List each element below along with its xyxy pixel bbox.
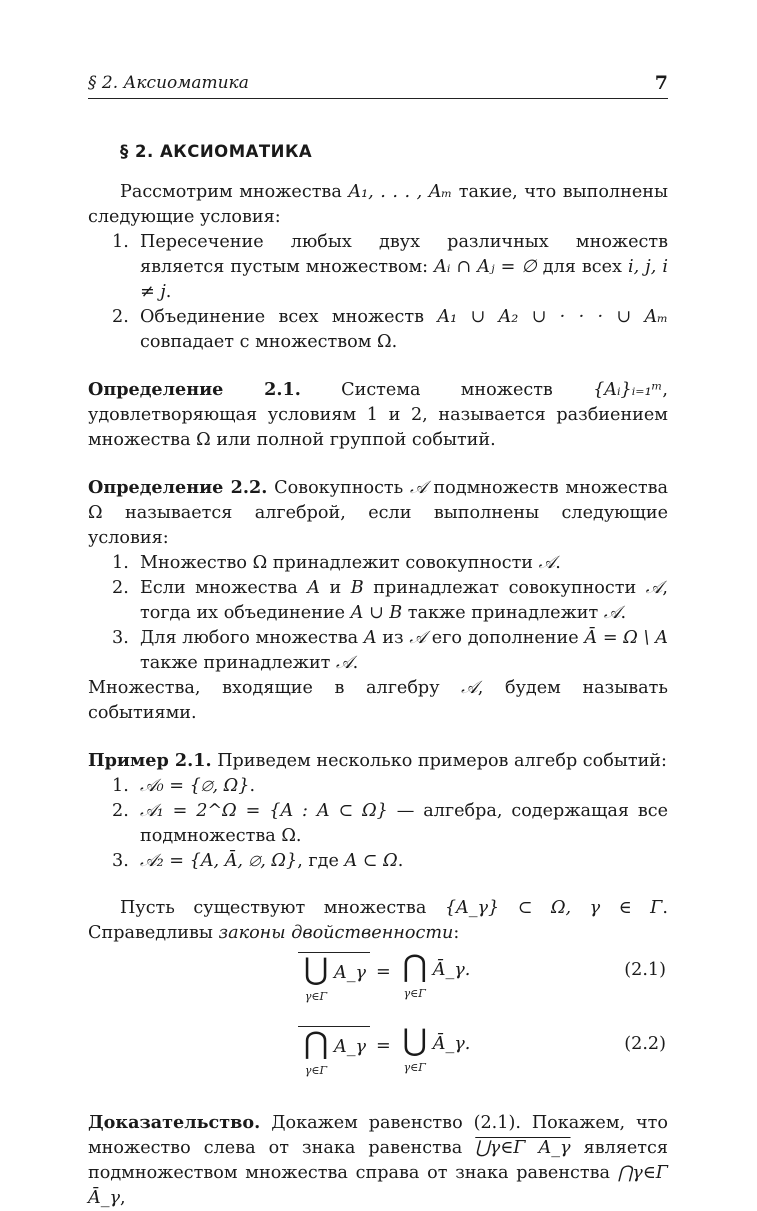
item-number: 3. [112, 628, 129, 648]
formula-2-2 [88, 1020, 668, 1094]
item-text: . [555, 553, 561, 573]
header-title: § 2. Аксиоматика [88, 73, 249, 93]
item-text: и [319, 578, 351, 598]
list-item [88, 551, 668, 576]
proof-math: ⋃γ∈Γ A_γ [475, 1138, 571, 1158]
item-math: A [363, 628, 377, 648]
item-math: 𝒜₂ = {A, Ā, ∅, Ω} [140, 851, 298, 871]
definition-math: 𝒜 [410, 478, 427, 498]
union-operator [397, 1023, 433, 1074]
item-text: . [352, 653, 359, 673]
item-math: 𝒜 [645, 578, 663, 598]
list-item [88, 230, 668, 305]
operator-limit: γ∈Γ [304, 990, 328, 1003]
item-math: 𝒜 [538, 553, 556, 573]
item-math: 𝒜 [603, 603, 621, 623]
item-math: A ⊂ Ω [344, 851, 398, 871]
item-math: 𝒜 [409, 628, 427, 648]
page [88, 66, 668, 1211]
intro-math: A₁, . . . , Aₘ [348, 182, 453, 202]
item-text: Объединение всех множеств [140, 307, 438, 327]
paragraph-text: Множества, входящие в алгебру [88, 678, 462, 698]
item-math: A ∪ B [350, 603, 403, 623]
proof-label: Доказательство. [88, 1112, 261, 1133]
definition-math: {Aᵢ}ᵢ₌₁ᵐ [593, 380, 663, 400]
item-math: 𝒜₁ = 2^Ω = {A : A ⊂ Ω} [140, 801, 388, 821]
item-text: . [620, 603, 627, 623]
duality-paragraph [88, 896, 668, 946]
big-operator-symbol: ⋃ [303, 952, 329, 987]
item-number: 1. [112, 232, 129, 252]
item-number: 3. [112, 851, 129, 871]
definition-text: подмножеств множества Ω называется алгеброй, если выполнены следующие условия: [88, 478, 669, 548]
intersection-operator [298, 1026, 334, 1077]
list-item [88, 799, 668, 849]
paragraph-text: , будем называть событиями. [88, 678, 668, 723]
proof-math: ⋂γ∈Γ Ā_γ [88, 1163, 668, 1208]
item-text: . [397, 851, 404, 871]
page-number: 7 [654, 72, 668, 94]
formula-overline [298, 1026, 370, 1077]
list-item [88, 849, 668, 874]
big-operator-symbol: ⋂ [402, 949, 428, 984]
item-math: Aᵢ ∩ Aⱼ = ∅ [434, 257, 537, 277]
operator-limit: γ∈Γ [403, 987, 426, 1000]
item-math: 𝒜₀ = {∅, Ω} [140, 776, 250, 796]
intro-text: Рассмотрим множества [120, 182, 349, 202]
item-math: A₁ ∪ A₂ ∪ · · · ∪ Aₘ [437, 307, 668, 327]
big-operator-symbol: ⋃ [402, 1023, 428, 1058]
equals-sign: = [376, 962, 391, 982]
example-2-1 [88, 748, 668, 774]
item-text: , где [297, 851, 345, 871]
item-text: . [249, 776, 256, 796]
item-math: i, j, i ≠ j [140, 257, 668, 302]
definition-label: Определение 2.1. [88, 379, 301, 400]
equation-number: (2.1) [624, 960, 666, 980]
definition-2-2 [88, 475, 668, 551]
definition-text: Совокупность [267, 478, 411, 498]
paragraph-text: : [453, 923, 460, 943]
section-title: § 2. АКСИОМАТИКА [120, 142, 313, 161]
events-paragraph [88, 676, 668, 726]
example-text: Приведем несколько примеров алгебр событий: [211, 751, 667, 771]
item-text: Если множества [140, 578, 308, 598]
formula-term: A_γ [334, 1037, 367, 1057]
equation-reference: (2.1) [473, 1113, 516, 1133]
intersection-operator [397, 949, 433, 1000]
item-text: . [165, 282, 172, 302]
equation-number: (2.2) [624, 1034, 666, 1054]
operator-limit: γ∈Γ [304, 1064, 328, 1077]
proof-text: . Покажем, что множество слева от знака равенства [88, 1113, 669, 1158]
proof-text: Докажем равенство [260, 1113, 474, 1133]
intro-conditions-list [88, 230, 668, 355]
item-text: Пересечение любых двух различных множеств является пустым множеством: [140, 232, 668, 277]
item-text: совпадает с множеством Ω. [140, 332, 398, 352]
item-math: 𝒜 [336, 653, 353, 673]
paragraph-text: . Справедливы [88, 898, 668, 943]
item-number: 2. [112, 307, 129, 327]
formula-overline [298, 952, 370, 1003]
example-list [88, 774, 668, 874]
example-label: Пример 2.1. [88, 750, 212, 771]
list-item [88, 576, 668, 626]
item-text: также принадлежит [140, 653, 336, 673]
algebra-conditions-list [88, 551, 668, 676]
item-number: 2. [112, 801, 129, 821]
item-text: — алгебра, содержащая все подмножества Ω. [140, 801, 668, 846]
union-operator [298, 952, 334, 1003]
definition-label: Определение 2.2. [88, 477, 268, 498]
item-text: Для любого множества [140, 628, 364, 648]
item-text: для всех [536, 257, 629, 277]
item-text: также принадлежит [402, 603, 604, 623]
proof-text: является подмножеством множества справа от знака равенства [88, 1138, 668, 1183]
item-text: из [376, 628, 410, 648]
formula-2-1 [88, 946, 668, 1020]
item-math: A [307, 578, 320, 598]
intro-text: такие, что выполнены следующие условия: [88, 182, 668, 227]
definition-2-1 [88, 377, 668, 453]
paragraph-text: Пусть существуют множества [120, 898, 445, 918]
paragraph-math: {A_γ} ⊂ Ω, γ ∈ Γ [444, 898, 663, 918]
emphasis-text: законы двойственности [218, 923, 454, 943]
item-text: принадлежат совокупности [363, 578, 646, 598]
formula-term: Ā_γ. [432, 1034, 471, 1054]
proof-paragraph [88, 1110, 668, 1211]
big-operator-symbol: ⋂ [303, 1026, 329, 1061]
item-text: Множество Ω принадлежит совокупности [140, 553, 539, 573]
item-number: 1. [112, 553, 129, 573]
list-item [88, 626, 668, 676]
operator-limit: γ∈Γ [403, 1061, 426, 1074]
item-text: , тогда их объединение [140, 578, 669, 623]
list-item [88, 774, 668, 799]
item-number: 2. [112, 578, 129, 598]
intro-paragraph [88, 180, 668, 230]
item-math: Ā = Ω \ A [584, 628, 668, 648]
item-number: 1. [112, 776, 129, 796]
formula-term: A_γ [334, 963, 367, 983]
proof-text: , [120, 1188, 126, 1208]
formula-term: Ā_γ. [432, 960, 471, 980]
item-text: его дополнение [426, 628, 585, 648]
list-item [88, 305, 668, 355]
running-header [88, 66, 668, 99]
item-math: B [350, 578, 364, 598]
definition-text: Система множеств [300, 380, 594, 400]
formula-body [298, 1023, 471, 1077]
definition-text: , удовлетворяющая условиям 1 и 2, называется разбиением множества Ω или полной группой событий. [88, 380, 669, 450]
formula-body [298, 949, 471, 1003]
paragraph-math: 𝒜 [461, 678, 478, 698]
equals-sign: = [376, 1036, 391, 1056]
